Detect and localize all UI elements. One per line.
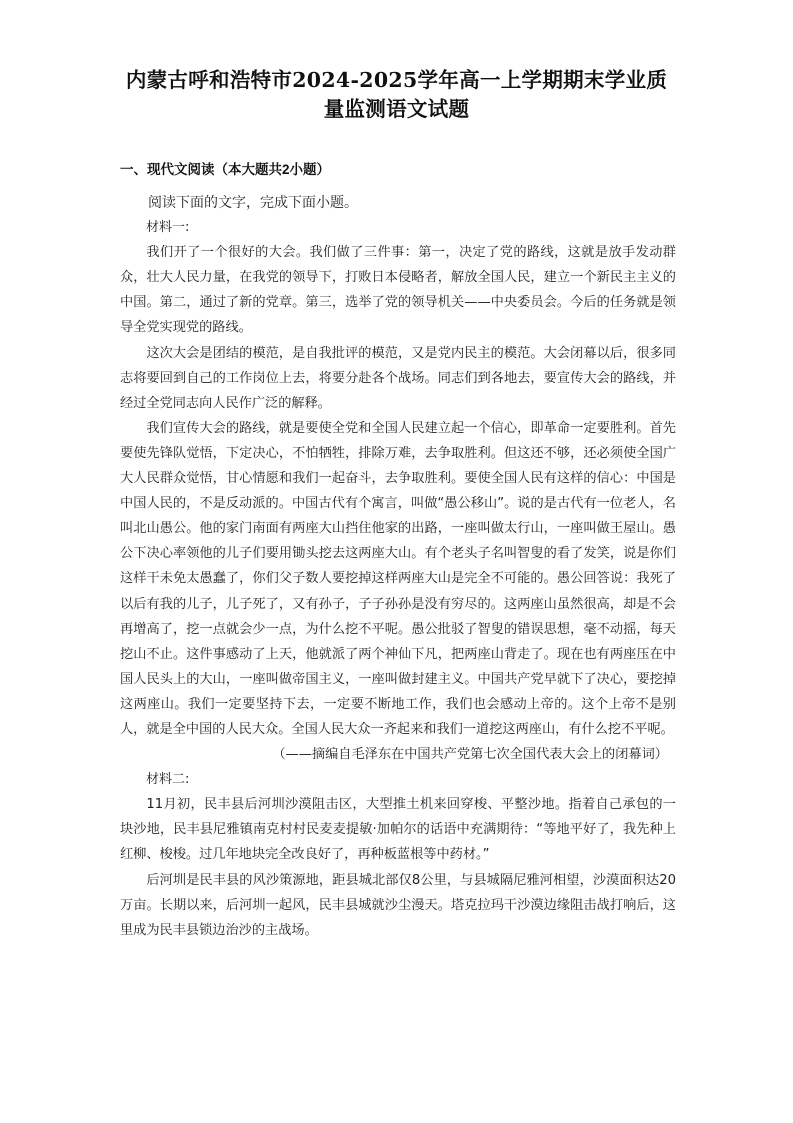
material-1-paragraph: 我们宣传大会的路线，就是要使全党和全国人民建立起一个信心，即革命一定要胜利。首先要使先锋队觉悟，下定决心，不怕牺牲，排除万难，去争取胜利。但这还不够，还必须使全国广大人民群众觉悟，甘心情愿和我们一起奋斗，去争取胜利。要使全国人民有这样的信心：中国是中国人民的，不是反动派的。中国古代有个寓言，叫做“愚公移山”。说的是古代有一位老人，名叫北山愚公。他的家门南面有两座大山挡住他家的出路，一座叫做太行山，一座叫做王屋山。愚公下决心率领他的儿子们要用锄头挖去这两座大山。有个老头子名叫智叟的看了发笑，说是你们这样干未免太愚蠢了，你们父子数人要挖掉这样两座大山是完全不可能的。愚公回答说：我死了以后有我的儿子，儿子死了，又有孙子，子子孙孙是没有穷尽的。这两座山虽然很高，却是不会再增高了，挖一点就会少一点，为什么挖不平呢。愚公批驳了智叟的错误思想，毫不动摇，每天挖山不止。这件事感动了上天，他就派了两个神仙下凡，把两座山背走了。现在也有两座压在中国人民头上的大山，一座叫做帝国主义，一座叫做封建主义。中国共产党早就下了决心，要挖掉这两座山。我们一定要坚持下去，一定要不断地工作，我们也会感动上帝的。这个上帝不是别人，就是全中国的人民大众。全国人民大众一齐起来和我们一道挖这两座山，有什么挖不平呢。 <box>120 420 676 737</box>
material-1-source: （——摘编自毛泽东在中国共产党第七次全国代表大会上的闭幕词） <box>272 747 668 763</box>
material-2-label: 材料二: <box>146 772 190 788</box>
material-2-paragraph: 后河圳是民丰县的风沙策源地，距县城北部仅8公里，与县城隔尼雅河相望，沙漠面积达20万亩。长期以来，后河圳一起风，民丰县城就沙尘漫天。塔克拉玛干沙漠边缘阻击战打响后，这里成为民丰县锁边治沙的主战场。 <box>120 872 676 938</box>
instruction: 阅读下面的文字，完成下面小题。 <box>148 194 358 210</box>
section-heading: 一、现代文阅读（本大题共2小题） <box>120 162 331 177</box>
material-1-paragraph: 这次大会是团结的模范，是自我批评的模范，又是党内民主的模范。大会闭幕以后，很多同志将要回到自己的工作岗位上去，将要分赴各个战场。同志们到各地去，要宣传大会的路线，并经过全党同志向人民作广泛的解释。 <box>120 345 676 411</box>
material-2-paragraph: 11月初，民丰县后河圳沙漠阻击区，大型推土机来回穿梭、平整沙地。指着自己承包的一块沙地，民丰县尼雅镇南克村村民麦麦提敏·加帕尔的话语中充满期待：“等地平好了，我先种上红柳、梭梭。过几年地块完全改良好了，再种板蓝根等中药材。” <box>120 797 676 863</box>
reading-passage <box>120 190 676 943</box>
material-1-paragraph: 我们开了一个很好的大会。我们做了三件事：第一，决定了党的路线，这就是放手发动群众，壮大人民力量，在我党的领导下，打败日本侵略者，解放全国人民，建立一个新民主主义的中国。第二，通过了新的党章。第三，选举了党的领导机关——中央委员会。今后的任务就是领导全党实现党的路线。 <box>120 245 676 336</box>
title-line-1: 内蒙古呼和浩特市2024-2025学年高一上学期期末学业质 <box>125 68 668 92</box>
material-1-label: 材料一: <box>146 220 190 236</box>
document-title <box>90 66 703 124</box>
title-line-2: 量监测语文试题 <box>323 97 470 121</box>
